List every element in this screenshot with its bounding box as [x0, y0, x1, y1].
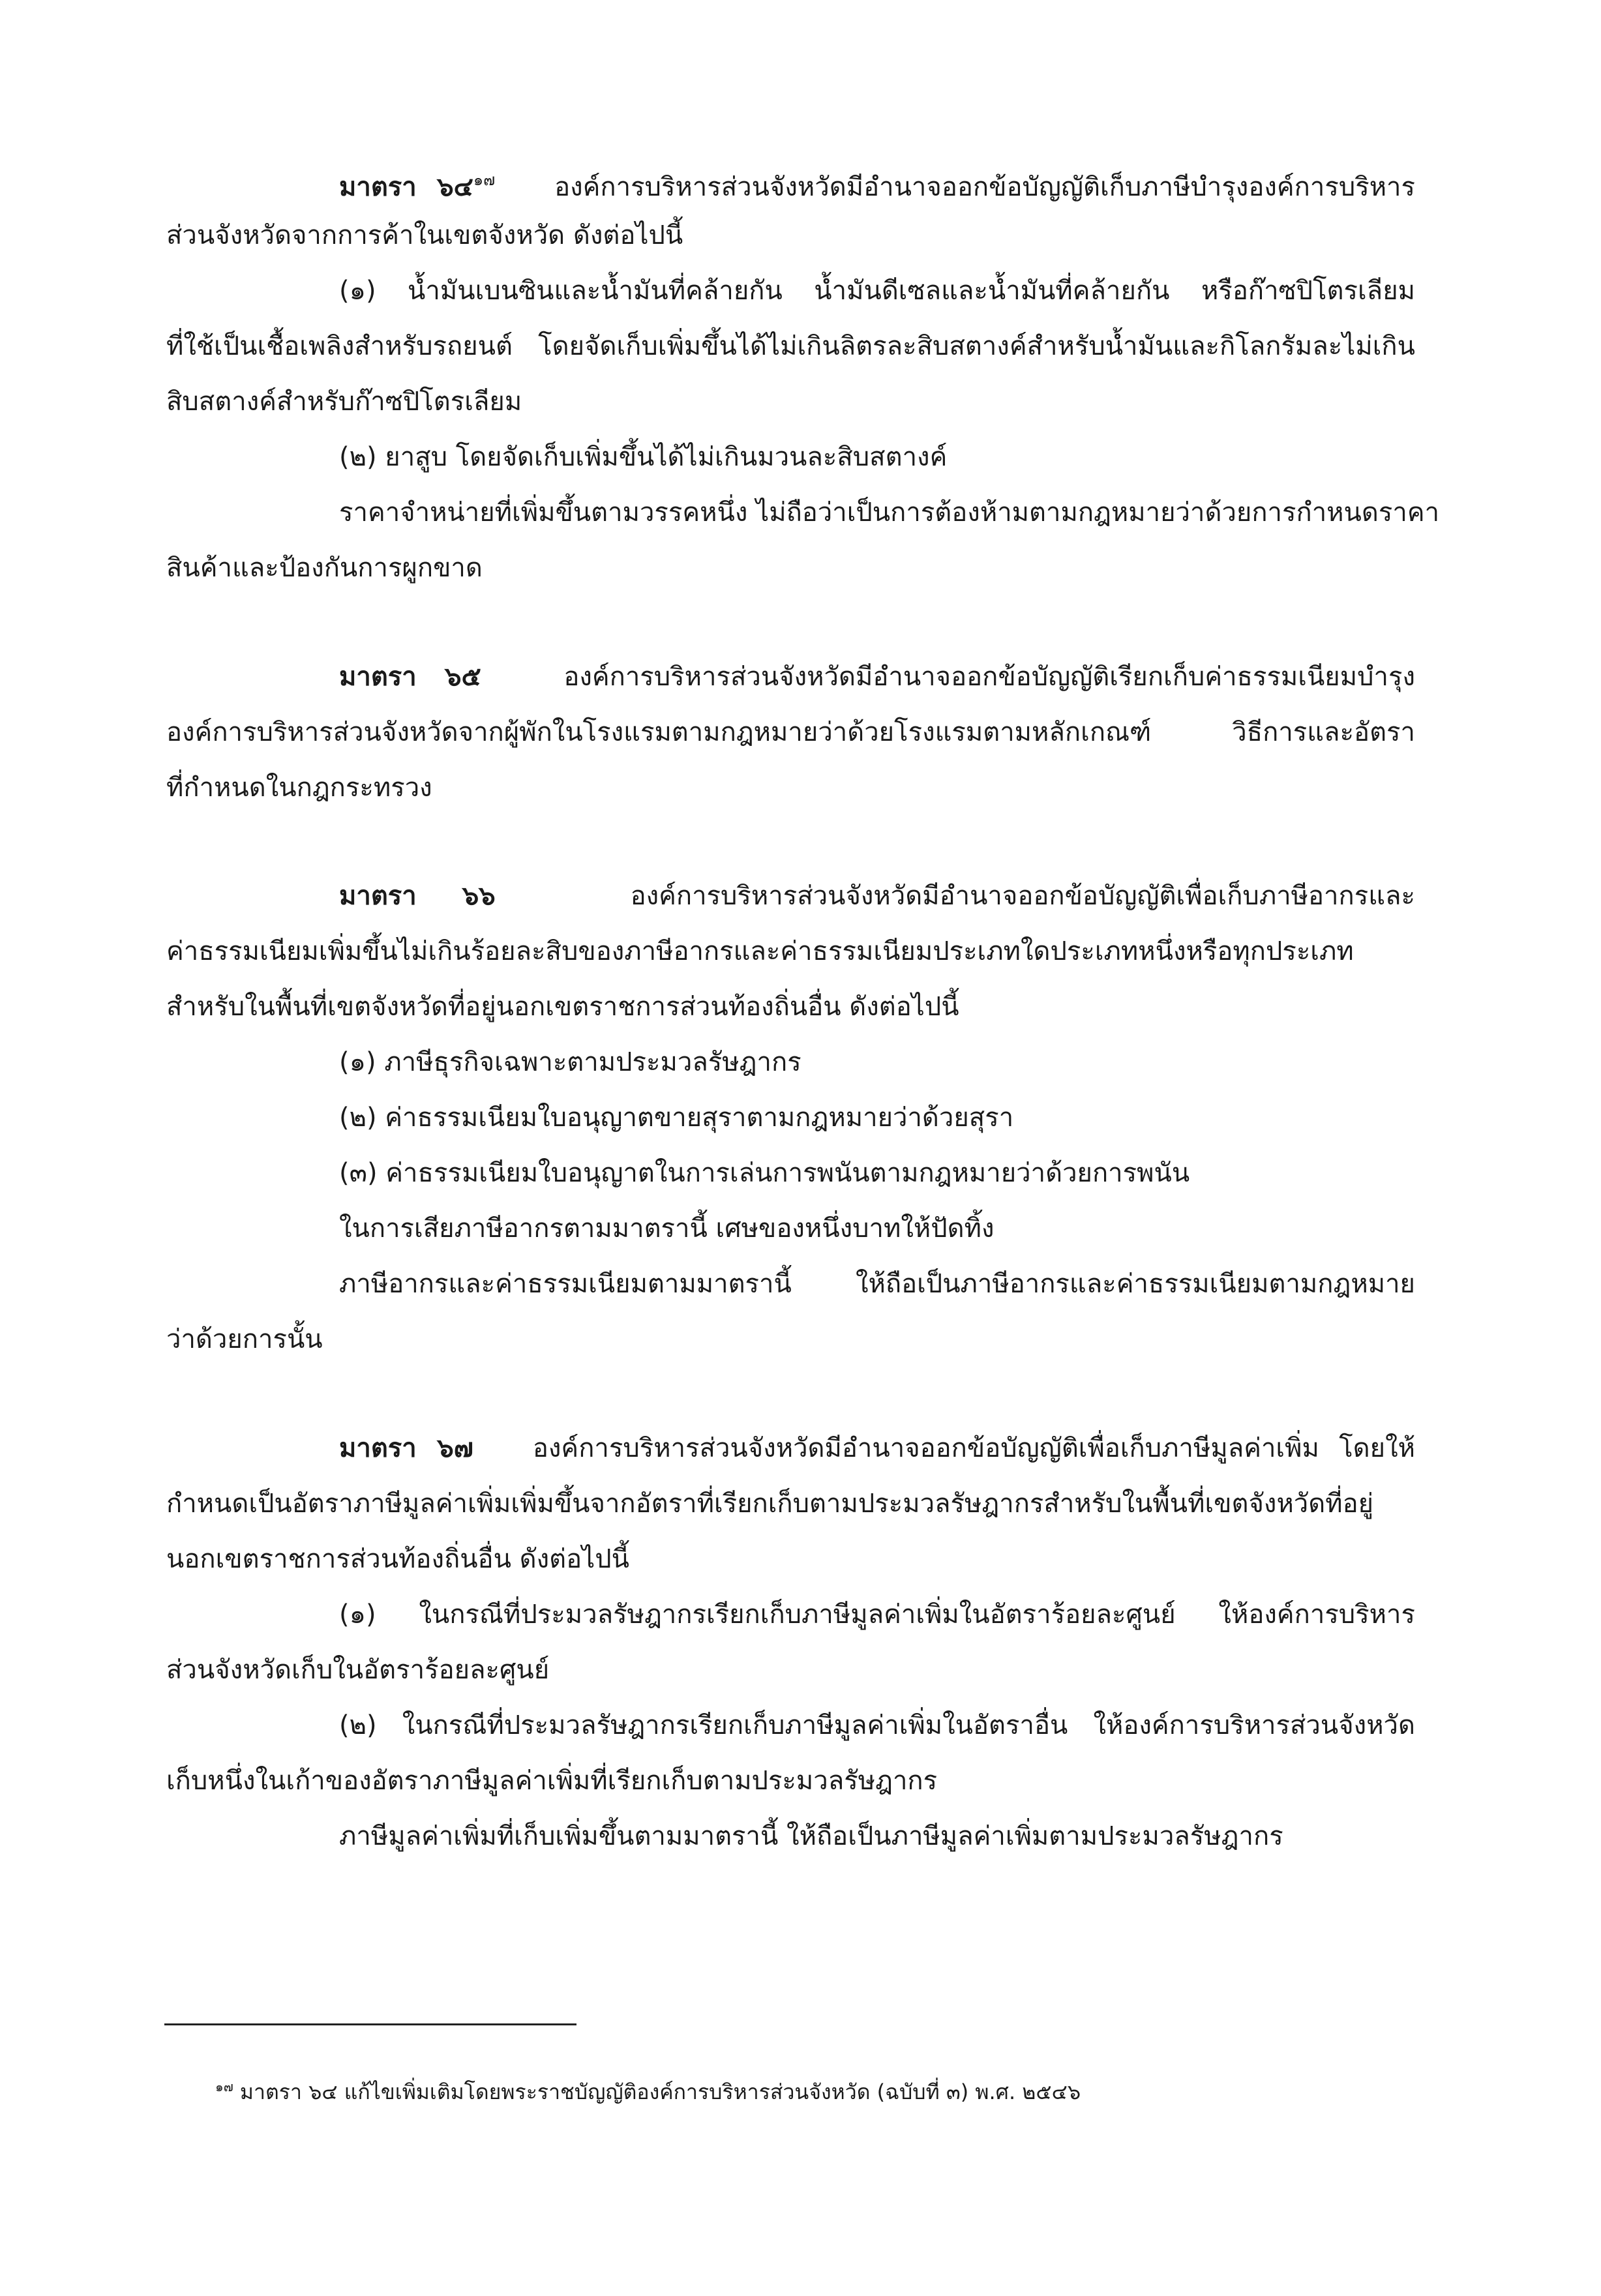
section-66-item-2: (๒) ค่าธรรมเนียมใบอนุญาตขายสุราตามกฎหมายว่าด้วยสุรา	[339, 1103, 1014, 1133]
section-65-line-2: องค์การบริหารส่วนจังหวัดจากผู้พักในโรงแรมตามกฎหมายว่าด้วยโรงแรมตามหลักเกณฑ์ วิธีการและอัตรา	[166, 717, 1415, 747]
section-64-para-line-2: สินค้าและป้องกันการผูกขาด	[166, 553, 483, 583]
footnote	[215, 2072, 1081, 2106]
section-67-item-2-line-1: (๒) ในกรณีที่ประมวลรัษฎากรเรียกเก็บภาษีมูลค่าเพิ่มในอัตราอื่น ให้องค์การบริหารส่วนจังหวัด	[339, 1710, 1415, 1740]
section-65-line-1	[339, 659, 1415, 695]
section-64-item-2: (๒) ยาสูบ โดยจัดเก็บเพิ่มขึ้นได้ไม่เกินมวนละสิบสตางค์	[339, 442, 948, 472]
section-66-line-3: สำหรับในพื้นที่เขตจังหวัดที่อยู่นอกเขตราชการส่วนท้องถิ่นอื่น ดังต่อไปนี้	[166, 992, 959, 1022]
section-67-line-3: นอกเขตราชการส่วนท้องถิ่นอื่น ดังต่อไปนี้	[166, 1544, 629, 1574]
footnote-text: มาตรา ๖๔ แก้ไขเพิ่มเติมโดยพระราชบัญญัติองค์การบริหารส่วนจังหวัด (ฉบับที่ ๓) พ.ศ. ๒๕๔๖	[239, 2080, 1081, 2104]
section-67-item-1-line-1: (๑) ในกรณีที่ประมวลรัษฎากรเรียกเก็บภาษีมูลค่าเพิ่มในอัตราร้อยละศูนย์ ให้องค์การบริหาร	[339, 1600, 1415, 1630]
section-66-para-2-line-2: ว่าด้วยการนั้น	[166, 1324, 323, 1354]
section-66-item-1: (๑) ภาษีธุรกิจเฉพาะตามประมวลรัษฎากร	[339, 1047, 801, 1077]
section-67-item-1-line-2: ส่วนจังหวัดเก็บในอัตราร้อยละศูนย์	[166, 1655, 550, 1685]
section-64-para-line-1: ราคาจำหน่ายที่เพิ่มขึ้นตามวรรคหนึ่ง ไม่ถือว่าเป็นการต้องห้ามตามกฎหมายว่าด้วยการกำหนดราคา	[339, 498, 1440, 528]
section-66-item-3: (๓) ค่าธรรมเนียมใบอนุญาตในการเล่นการพนันตามกฎหมายว่าด้วยการพนัน	[339, 1158, 1190, 1188]
section-66-number: มาตรา ๖๖	[339, 881, 496, 911]
footnote-separator	[164, 2023, 576, 2025]
footnote-reference: ๑๗	[473, 171, 496, 189]
footnote-mark: ๑๗	[215, 2079, 233, 2095]
section-64-text: องค์การบริหารส่วนจังหวัดมีอำนาจออกข้อบัญญัติเก็บภาษีบำรุงองค์การบริหาร	[554, 172, 1415, 202]
section-65-number: มาตรา ๖๕	[339, 662, 481, 692]
section-65-line-3: ที่กำหนดในกฎกระทรวง	[166, 773, 432, 803]
section-67-line-2: กำหนดเป็นอัตราภาษีมูลค่าเพิ่มเพิ่มขึ้นจากอัตราที่เรียกเก็บตามประมวลรัษฎากรสำหรับในพื้นที่เขตจังหวัดที่อยู่	[166, 1489, 1374, 1519]
section-67-para-1: ภาษีมูลค่าเพิ่มที่เก็บเพิ่มขึ้นตามมาตรานี้ ให้ถือเป็นภาษีมูลค่าเพิ่มตามประมวลรัษฎากร	[339, 1821, 1283, 1851]
section-65-text: องค์การบริหารส่วนจังหวัดมีอำนาจออกข้อบัญญัติเรียกเก็บค่าธรรมเนียมบำรุง	[563, 662, 1415, 692]
section-66-text: องค์การบริหารส่วนจังหวัดมีอำนาจออกข้อบัญญัติเพื่อเก็บภาษีอากรและ	[630, 881, 1415, 911]
section-67-item-2-line-2: เก็บหนึ่งในเก้าของอัตราภาษีมูลค่าเพิ่มที่เรียกเก็บตามประมวลรัษฎากร	[166, 1766, 938, 1796]
section-64-line-1	[339, 162, 1415, 205]
section-67-number: มาตรา ๖๗	[339, 1433, 473, 1463]
section-66-line-1	[339, 878, 1415, 914]
section-64-line-2: ส่วนจังหวัดจากการค้าในเขตจังหวัด ดังต่อไปนี้	[166, 220, 683, 250]
section-67-text: องค์การบริหารส่วนจังหวัดมีอำนาจออกข้อบัญญัติเพื่อเก็บภาษีมูลค่าเพิ่ม โดยให้	[532, 1433, 1415, 1463]
section-66-para-2-line-1: ภาษีอากรและค่าธรรมเนียมตามมาตรานี้ ให้ถือเป็นภาษีอากรและค่าธรรมเนียมตามกฎหมาย	[339, 1269, 1415, 1299]
section-64-item-1-line-1: (๑) น้ำมันเบนซินและน้ำมันที่คล้ายกัน น้ำมันดีเซลและน้ำมันที่คล้ายกัน หรือก๊าซปิโตรเลียม	[339, 276, 1415, 306]
section-64-item-1-line-3: สิบสตางค์สำหรับก๊าซปิโตรเลียม	[166, 387, 522, 417]
section-64-item-1-line-2: ที่ใช้เป็นเชื้อเพลิงสำหรับรถยนต์ โดยจัดเก็บเพิ่มขึ้นได้ไม่เกินลิตรละสิบสตางค์สำหรับน้ำมันและกิโลกรัมละไม่เกิน	[166, 331, 1415, 361]
section-66-para-1: ในการเสียภาษีอากรตามมาตรานี้ เศษของหนึ่งบาทให้ปัดทิ้ง	[339, 1214, 995, 1244]
section-66-line-2: ค่าธรรมเนียมเพิ่มขึ้นไม่เกินร้อยละสิบของภาษีอากรและค่าธรรมเนียมประเภทใดประเภทหนึ่งหรือทุกประเภท	[166, 936, 1354, 966]
section-67-line-1	[339, 1430, 1415, 1467]
section-64-number: มาตรา ๖๔	[339, 172, 473, 202]
